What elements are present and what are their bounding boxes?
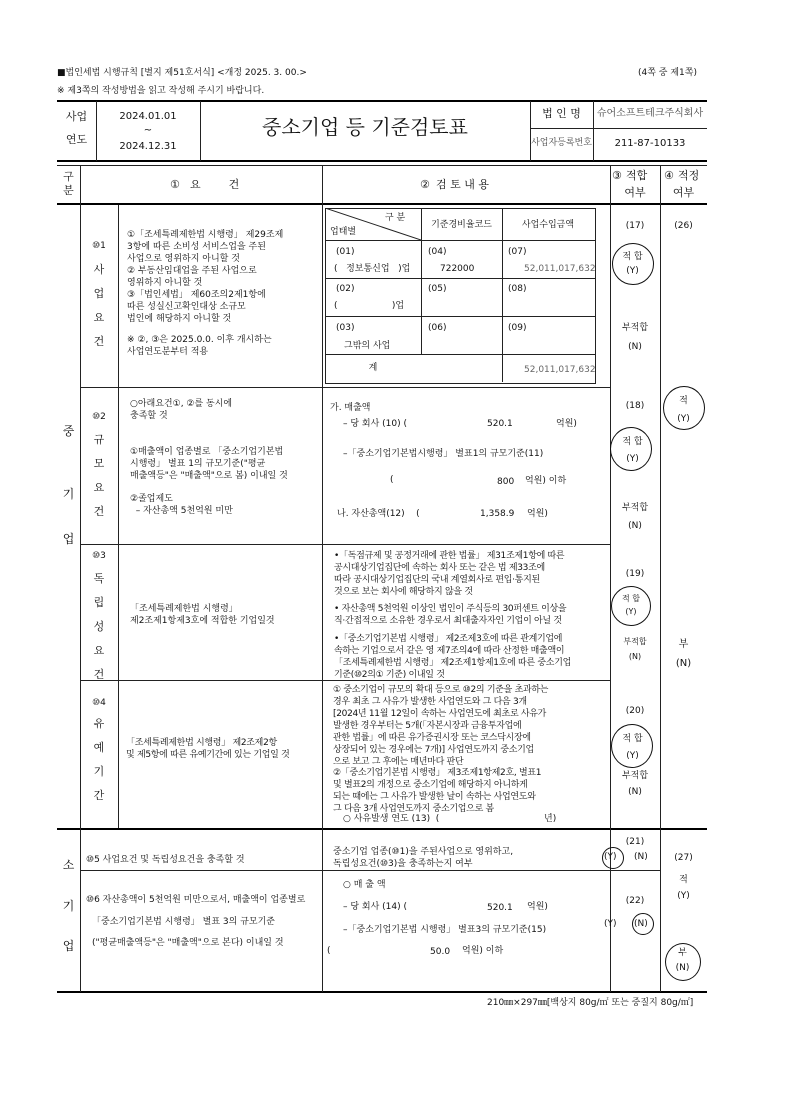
row103-label-4: 요 [93,644,105,657]
date-tilde: ~ [143,125,153,136]
row102-asset-value: 1,358.9 [480,509,515,519]
row102-std-open: ( [390,475,394,485]
sum-amount: 52,011,017,632 [524,365,596,375]
row103-unfit-n: (N) [628,652,642,661]
row101-req-2: ② 부동산임대업을 주된 사업으로 영위하지 아니할 것 [127,266,257,288]
selected-circle [612,243,654,285]
side-small-3: 업 [62,939,75,953]
row102-req-1: ○아래요건①, ②를 동시에 충족할 것 [130,399,233,421]
row103-fit: 적 합 [622,594,640,603]
row101-label-4: 건 [93,335,105,348]
row102-unfit-n: (N) [628,521,642,531]
col-requirement: 요 건 [190,178,240,191]
row102-sales-label: – 당 회사 (10) ( [343,419,408,429]
row102-ga: 가. 매출액 [330,403,371,413]
date-to: 2024.12.31 [119,141,177,152]
row102-proper: 적 [679,396,688,406]
form-note: ※ 제3쪽의 작성방법을 읽고 작성해 주시기 바랍니다. [57,86,265,96]
code-18: (18) [625,401,645,411]
cell-01: (01) [336,247,355,257]
year-label-2: 연도 [65,133,88,146]
row104-unfit: 부적합 [621,771,649,781]
row101-unfit: 부적합 [621,323,649,333]
industry-table-code: 기준경비율코드 [431,220,492,230]
paper-spec: 210㎜×297㎜[백상지 80g/㎡ 또는 중질지 80g/㎡] [487,998,694,1008]
row101-label-3: 요 [93,311,105,324]
row101-label-1: 사 [93,263,105,276]
cell-07-amount: 52,011,017,632 [524,264,596,274]
row106-req-1: ⑩6 자산총액이 5천억원 미만으로서, 매출액이 업종별로 [86,895,306,905]
row105-requirement: ⑩5 사업요건 및 독립성요건을 충족할 것 [86,855,245,865]
biz-no-label: 사업자등록번호 [531,138,592,148]
row103-unfit: 부적합 [623,637,647,646]
col-proper-number: ④ [664,169,674,182]
row102-std-unit: 억원) 이하 [525,476,567,486]
row102-proper-y: (Y) [677,414,690,424]
row105-n: (N) [634,852,648,862]
cell-08: (08) [508,284,527,294]
row106-proper-n: (N) [675,963,690,973]
row105-review: 중소기업 업종(⑩1)을 주된사업으로 영위하고, 독립성요건(⑩3)을 충족하는지 여부 [333,847,514,869]
year-label-1: 사업 [65,110,88,123]
date-from: 2024.01.01 [119,111,177,122]
row106-sales-title: ○ 매 출 액 [343,880,386,890]
row106-std-unit: 억원) 이하 [462,946,504,956]
row103-req: 「조세특례제한법 시행령」 제2조제1항제3호에 적합한 기업일것 [130,604,275,626]
row101-label-2: 업 [93,287,105,300]
row104-req: 「조세특례제한법 시행령」 제2조제2항 및 제5항에 따른 유예기간에 있는 기업일 것 [126,738,290,760]
row101-unfit-n: (N) [628,342,642,352]
code-20: (20) [625,706,645,716]
row105-proper: 적 [679,875,688,885]
col-proper-label-2: 여부 [672,186,695,199]
col-fit-label-2: 여부 [624,186,646,199]
cell-03: (03) [336,323,355,333]
row103-proper-n: (N) [675,658,692,669]
side-mid-1: 중 [62,424,75,438]
row105-y: (Y) [604,852,617,862]
cell-07: (07) [508,247,527,257]
row104-label-2: 예 [93,741,105,754]
row101-req-1: ①「조세특례제한법 시행령」 제29조제 3항에 따른 소비성 서비스업을 주된 사업으로 영위하지 아니할 것 [127,230,284,264]
code-17: (17) [625,221,645,231]
side-small-2: 기 [62,899,75,913]
code-21: (21) [625,837,645,847]
cell-05: (05) [428,284,447,294]
row102-asset-unit: 억원) [527,509,548,519]
row102-sales-value: 520.1 [487,419,513,429]
row102-sales-unit: 억원) [556,419,577,429]
side-mid-3: 업 [62,532,75,546]
row101-number: ⑩1 [92,241,106,251]
row106-std-open: ( [327,946,331,956]
row104-number: ⑩4 [92,698,106,708]
row101-req-4: ※ ②, ③은 2025.0.0. 이후 개시하는 사업연도분부터 적용 [127,335,272,357]
code-22: (22) [625,896,645,906]
col-proper-label-1: 적정 [678,169,700,182]
row102-fit: 적 합 [622,437,643,447]
row104-para-2: ②「중소기업기본법 시행령」 제3조제1항제2호, 별표1 및 별표2의 개정으로 중소기업에 해당하지 아니하게 되는 때에는 그 사유가 발생한 날이 속하는 사업연도와 그 다음 3개 사업연도까지 중소기업으로 봄 [333,768,542,814]
row104-fit: 적 합 [622,734,643,744]
corp-name-label: 법 인 명 [542,107,581,120]
row103-label-5: 건 [93,668,105,681]
page-title: 중소기업 등 기준검토표 [262,115,468,139]
biz-no-value: 211-87-10133 [614,138,686,149]
code-19: (19) [625,569,645,579]
col-fit-number: ③ [612,169,622,182]
cell-01-name: ( 정보통신업 )업 [334,264,411,274]
row102-asset-label: 나. 자산총액(12) ( [337,509,420,519]
form-law-reference: ■법인세법 시행규칙 [별지 제51호서식] <개정 2025. 3. 00.> [57,68,307,78]
page-number: (4쪽 중 제1쪽) [638,68,697,78]
code-27: (27) [674,853,693,863]
row106-n: (N) [634,919,648,929]
row102-label-2: 모 [93,457,105,470]
row102-fit-y: (Y) [626,454,639,464]
row106-std-value: 50.0 [430,947,451,957]
row103-label-2: 립 [93,596,105,609]
row102-req-3: ②졸업제도 – 자산총액 5천억원 미만 [130,494,233,516]
cell-03-name: 그밖의 사업 [344,341,391,351]
sum-label: 계 [368,363,378,373]
row105-proper-y: (Y) [677,891,690,901]
side-mid-2: 기 [62,487,75,501]
row104-label-3: 기 [93,765,105,778]
row103-label-1: 독 [93,572,105,585]
row102-req-2: ①매출액이 업종별로 「중소기업기본법 시행령」 별표 1의 규모기준("평균 매출액등"은 "매출액"으로 봄) 이내일 것 [130,447,288,481]
row103-fit-y: (Y) [625,607,637,616]
row106-std-label: –「중소기업기본법 시행령」 별표3의 규모기준(15) [343,925,547,935]
col-fit-label-1: 적합 [626,169,648,182]
row103-label-3: 성 [93,620,105,633]
code-26: (26) [674,221,693,231]
row104-label-4: 간 [93,789,105,802]
industry-table-income: 사업수입금액 [521,220,575,230]
row106-y: (Y) [604,919,617,929]
row104-fit-y: (Y) [626,751,639,761]
row101-req-3: ③「법인세법」 제60조의2제1항에 따른 성실신고확인대상 소규모 법인에 해당하지 아니할 것 [127,290,266,324]
row104-para-1: ① 중소기업이 규모의 확대 등으로 ⑩2의 기준을 초과하는 경우 최초 그 사유가 발생한 사업연도와 그 다음 3개 [2024년 11월 12일이 속하는 사업연도에 최초로 사유가 발생한 경우부터는 5개(「자본시장과 금융투자업에 관한 법률」에 따른 유가증권시장 또는 코스닥시장에 상장되어 있는 경우에는 7개)] 사업연도까지 중소기업 으로 보고 그 후에는 매년마다 판단 [333,685,549,767]
row106-sales-unit: 억원) [527,902,548,912]
cell-02: (02) [336,284,355,294]
row102-label-4: 건 [93,505,105,518]
row104-para-3: ○ 사유발생 연도 (13) ( [343,814,440,824]
row106-req-2: 「중소기업기본법 시행령」 별표 3의 규모기준 [92,917,275,927]
row103-bullet-1: •「독점규제 및 공정거래에 관한 법률」 제31조제1항에 따른 공시대상기업집단에 속하는 회사 또는 같은 법 제33조에 따라 공시대상기업집단의 국내 계열회사로 편입·통지된 것으로 보는 회사에 해당하지 않을 것 [334,551,565,597]
row102-label-1: 규 [93,433,105,446]
row102-std-value: 800 [497,477,515,487]
row103-bullet-3: •「중소기업기본법 시행령」 제2조제3호에 따른 관계기업에 속하는 기업으로서 같은 영 제7조의4에 따라 산정한 매출액이 「조세특례제한법 시행령」 제2조제1항제1호에 따른 중소기업 기준(⑩2의① 기준) 이내일 것 [334,634,571,680]
cell-04-code: 722000 [440,264,475,274]
row106-sales-label: – 당 회사 (14) ( [343,902,408,912]
row106-req-3: ("평균매출액등"은 "매출액"으로 본다) 이내일 것 [92,938,284,948]
row106-proper: 부 [678,948,687,958]
corp-name-value: 슈어소프트테크주식회사 [596,108,704,119]
row101-fit-y: (Y) [626,266,639,276]
row106-sales-value: 520.1 [487,903,513,913]
col-review: 검 토 내 용 [436,178,489,191]
cell-02-name: ( )업 [334,301,405,311]
row102-unfit: 부적합 [621,503,649,513]
row102-label-3: 요 [93,481,105,494]
row104-para-3-end: 년) [544,814,557,824]
col-req-number: ① [170,178,180,191]
row103-bullet-2: • 자산총액 5천억원 이상인 법인이 주식등의 30퍼센트 이상을 직·간접적으로 소유한 경우로서 최대출자자인 기업이 아닐 것 [334,604,567,626]
cell-06: (06) [428,323,447,333]
col-review-number: ② [420,178,430,191]
row103-number: ⑩3 [92,551,106,561]
industry-table-industry: 업태별 [330,227,357,237]
industry-table-gubun: 구 분 [385,213,406,223]
row102-std-label: –「중소기업기본법시행령」 별표1의 규모기준(11) [343,449,544,459]
row104-unfit-n: (N) [628,787,642,797]
row101-fit: 적 합 [622,252,643,262]
row104-label-1: 유 [93,717,105,730]
cell-04: (04) [428,247,447,257]
cell-09: (09) [508,323,527,333]
row103-proper: 부 [678,639,689,650]
row102-number: ⑩2 [92,412,106,422]
col-gubun: 구 분 [63,170,74,197]
side-small-1: 소 [62,858,75,872]
